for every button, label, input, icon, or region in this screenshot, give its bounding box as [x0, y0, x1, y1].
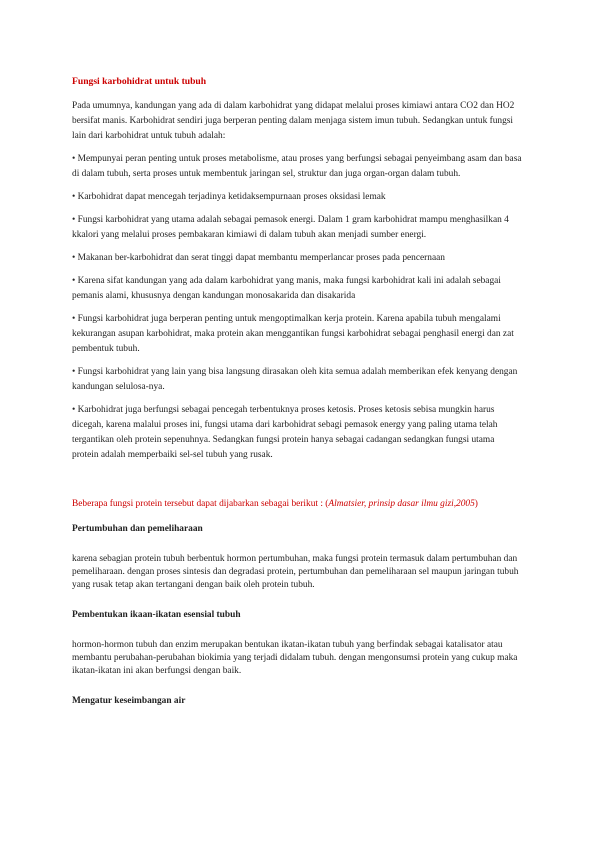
list-item: • Karena sifat kandungan yang ada dalam karbohidrat yang manis, maka fungsi karbohidrat kali ini adalah sebagai pemanis alami, khususnya dengan kandungan monosakarida dan disakarida	[72, 276, 501, 301]
list-item: • Fungsi karbohidrat juga berperan penting untuk mengoptimalkan kerja protein. Karena apabila tubuh mengalami kekurangan asupan karbohidrat, maka protein akan menggantikan fungsi karbohidrat sebagai penghasil energi dan zat pembentuk tubuh.	[72, 314, 514, 354]
document-page	[72, 74, 522, 725]
list-item: • Fungsi karbohidrat yang utama adalah sebagai pemasok energi. Dalam 1 gram karbohidrat mampu menghasilkan 4 kkalori yang melalui proses pembakaran kimiawi di dalam tubuh akan menjadi sumber energi.	[72, 215, 509, 240]
intro-paragraph: Pada umumnya, kandungan yang ada di dalam karbohidrat yang didapat melalui proses kimiawi antara CO2 dan HO2 bersifat manis. Karbohidrat sendiri juga berperan penting dalam menjaga sistem imun tubuh. Sedangkan untuk fungsi lain dari karbohidrat untuk tubuh adalah:	[72, 101, 515, 141]
section-spacer	[72, 471, 522, 497]
citation-close: )	[474, 499, 478, 509]
protein-intro	[72, 497, 522, 512]
bullet-list	[72, 152, 522, 463]
subheading-pertumbuhan: Pertumbuhan dan pemeliharaan	[72, 524, 203, 534]
list-item: • Karbohidrat juga berfungsi sebagai pencegah terbentuknya proses ketosis. Proses ketosis sebisa mungkin harus dicegah, karena malalui proses ini, fungsi utama dari karbohidrat sebagi pemasok energy yang paling utama telah tergantikan oleh protein sepenuhnya. Sedangkan fungsi protein hanya sebagai cadangan sedangkan fungsi utama protein adalah memperbaiki sel-sel tubuh yang rusak.	[72, 405, 498, 460]
citation: Almatsier, prinsip dasar ilmu gizi,2005	[328, 499, 475, 509]
list-item: • Fungsi karbohidrat yang lain yang bisa langsung dirasakan oleh kita semua adalah memberikan efek kenyang dengan kandungan selulosa-nya.	[72, 367, 518, 392]
paragraph-ikatan-esensial: hormon-hormon tubuh dan enzim merupakan bentukan ikatan-ikatan tubuh yang berfindak sebagai katalisator atau membantu perubahan-perubahan biokimia yang terjadi didalam tubuh. dengan mengonsumsi protein yang cukup maka ikatan-ikatan ini akan berfungsi dengan baik.	[72, 640, 518, 676]
paragraph-pertumbuhan: karena sebagian protein tubuh berbentuk hormon pertumbuhan, maka fungsi protein termasuk dalam pertumbuhan dan pemeliharaan. dengan proses sintesis dan degradasi protein, pertumbuhan dan pemeliharaan sel maupun jaringan tubuh yang rusak tetap akan tertangani dengan baik oleh protein tubuh.	[72, 554, 519, 590]
protein-intro-text: Beberapa fungsi protein tersebut dapat dijabarkan sebagai berikut : (	[72, 499, 329, 509]
section-title-karbohidrat: Fungsi karbohidrat untuk tubuh	[72, 76, 207, 87]
list-item: • Makanan ber-karbohidrat dan serat tinggi dapat membantu memperlancar proses pada pencernaan	[72, 253, 445, 263]
list-item: • Karbohidrat dapat mencegah terjadinya ketidaksempurnaan proses oksidasi lemak	[72, 192, 386, 202]
subheading-keseimbangan-air: Mengatur keseimbangan air	[72, 696, 186, 706]
list-item: • Mempunyai peran penting untuk proses metabolisme, atau proses yang berfungsi sebagai penyeimbang asam dan basa di dalam tubuh, serta proses untuk membentuk jaringan sel, struktur dan juga organ-organ dalam tubuh.	[72, 154, 522, 179]
subheading-ikatan-esensial: Pembentukan ikaan-ikatan esensial tubuh	[72, 610, 241, 620]
